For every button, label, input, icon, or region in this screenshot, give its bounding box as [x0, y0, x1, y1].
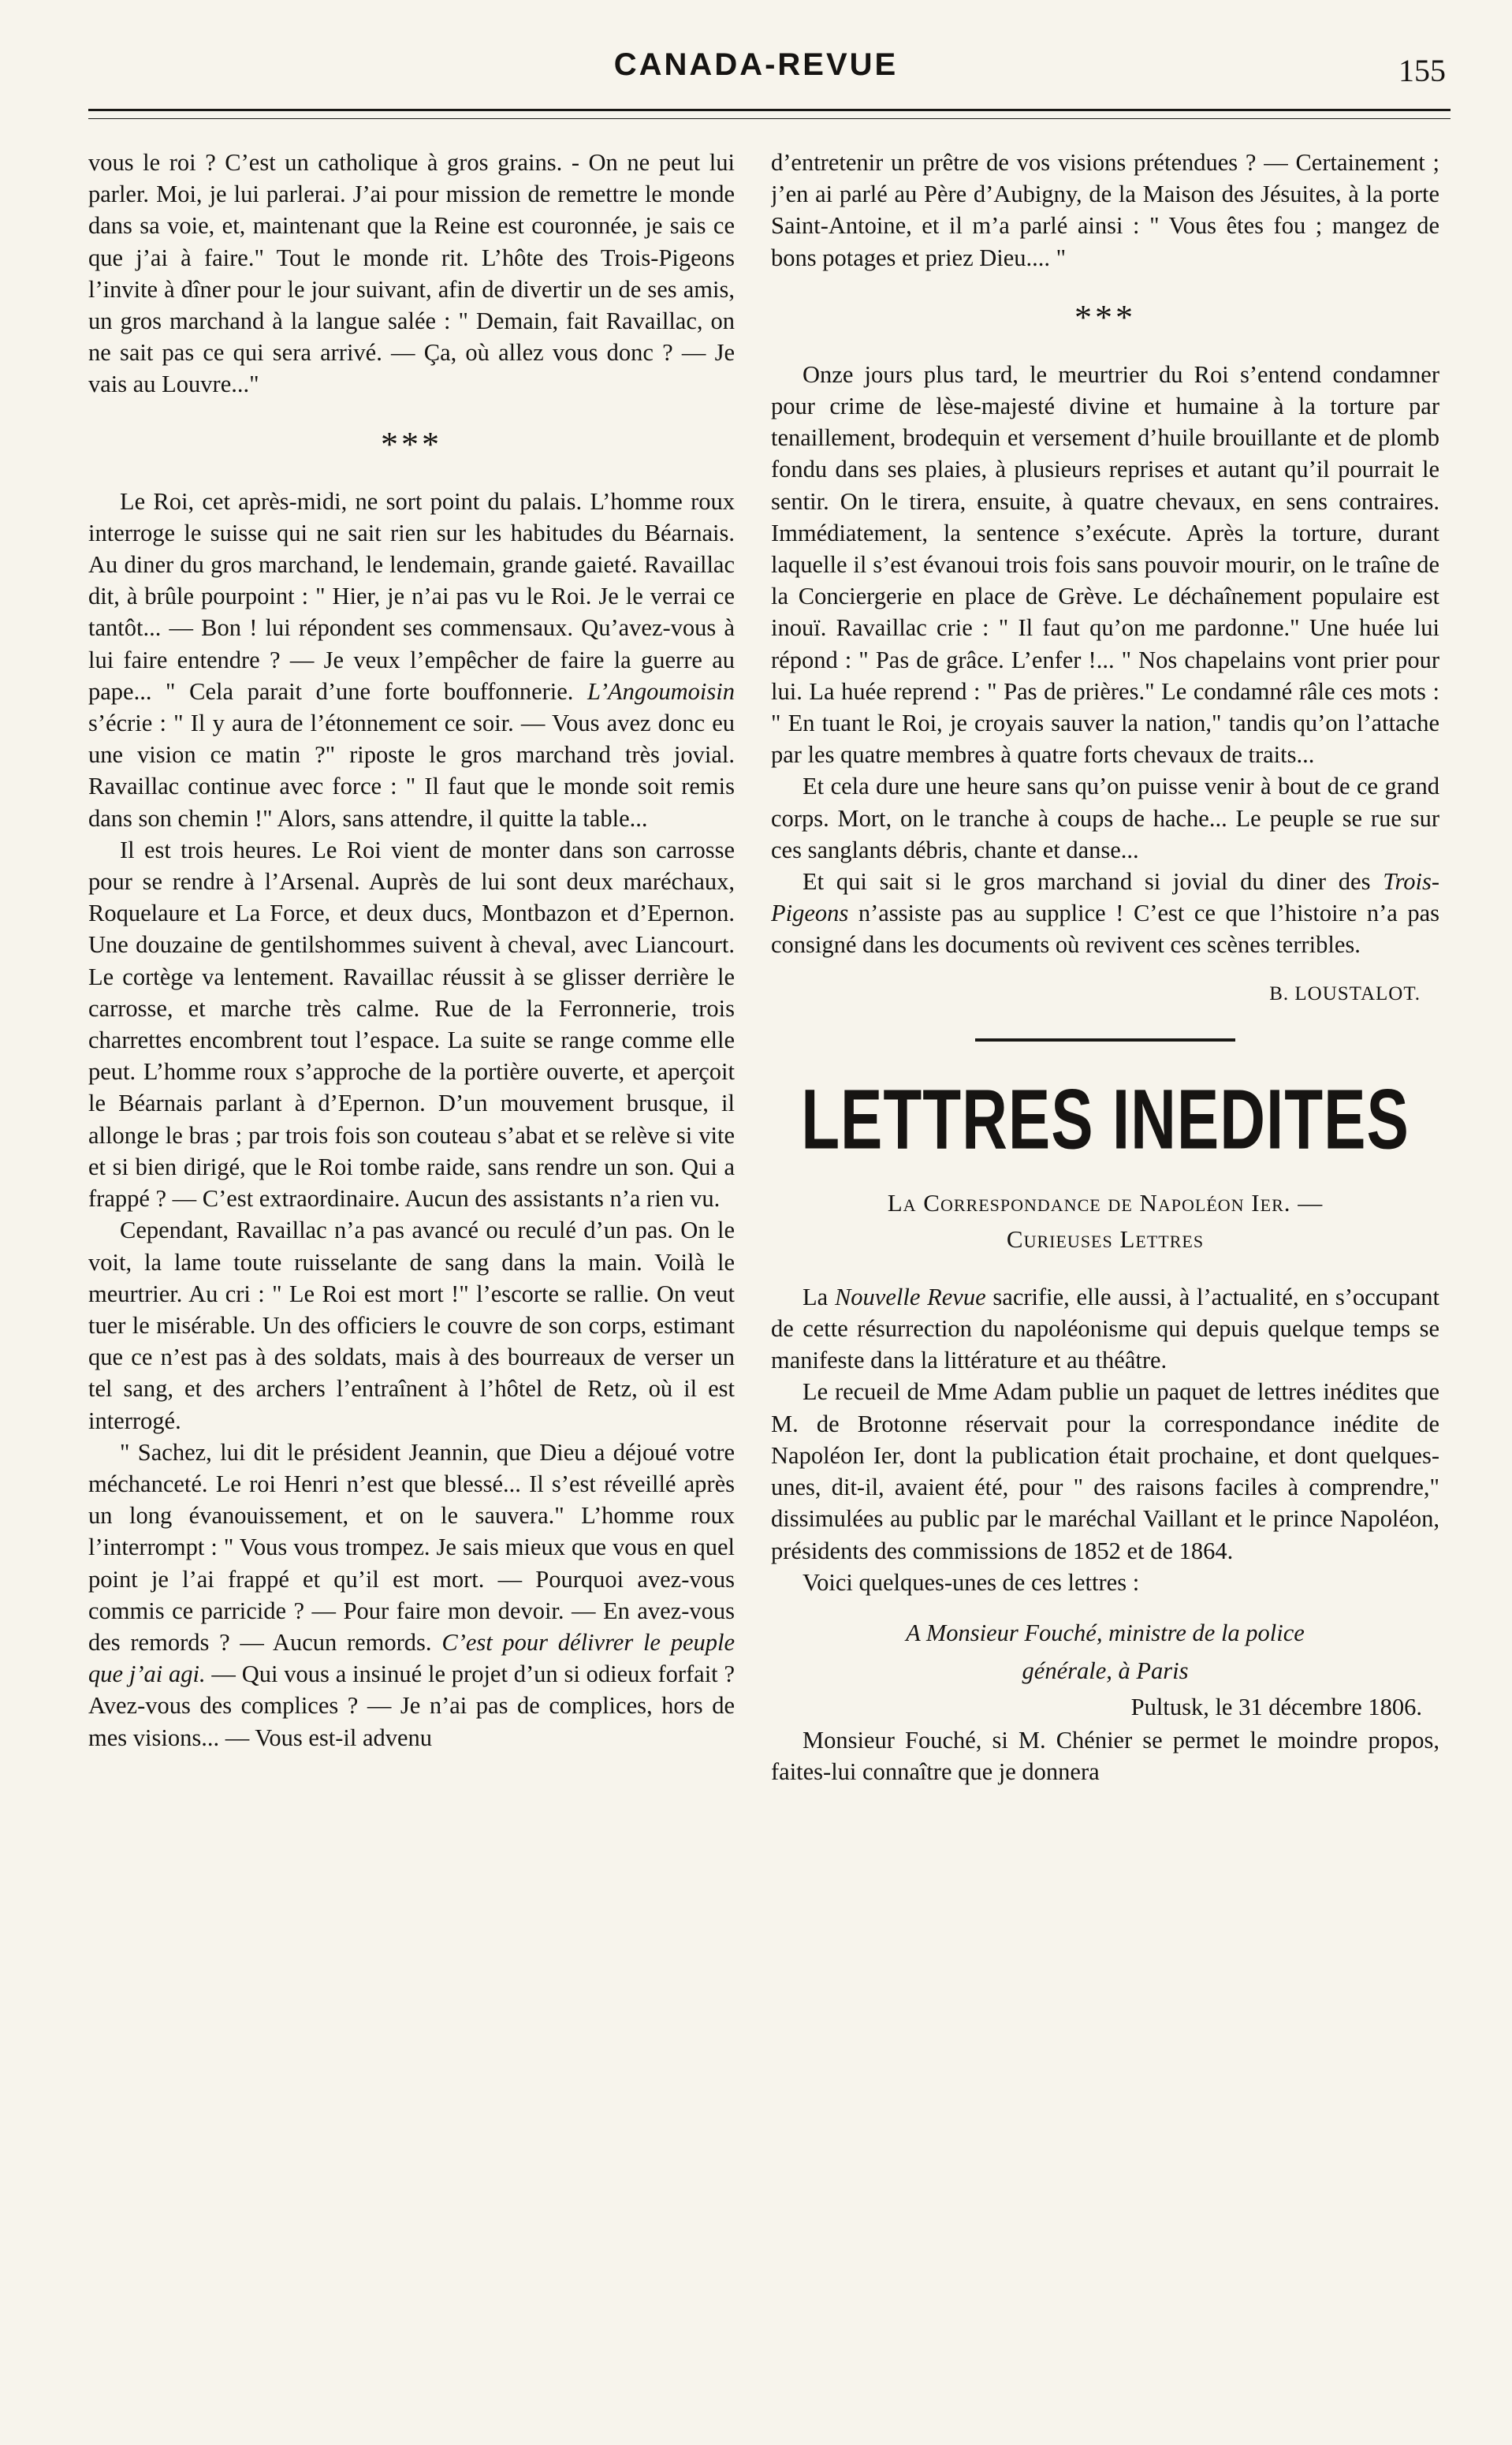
section-break-stars: *** [1074, 297, 1136, 337]
author-signature: B. LOUSTALOT. [1269, 982, 1421, 1004]
journal-title: CANADA-REVUE [613, 47, 899, 82]
text-run: " Sachez, lui dit le président Jeannin, que Dieu a déjoué votre méchanceté. Le roi Henri n’est que blessé... Il s’est réveillé après un long évanouissement, et on le sauvera." L’homme roux l’interrompt : " Vous vous trompez. Je sais mieux que vous en quel point je l’ai frappé et qu’il est mort. — Pourquoi avez-vous commis ce parricide ? — Pour faire mon devoir. — En avez-vous des remords ? — Aucun remords. [88, 1438, 735, 1656]
address-line: A Monsieur Fouché, ministre de la police [906, 1619, 1305, 1646]
right-paragraph-6: Le recueil de Mme Adam publie un paquet de lettres inédites que M. de Brotonne réservait pour la correspondance inédite de Napoléon Ier, dont la publication était prochaine, et dont quelques-unes, dit-il, avaient été, pour " des raisons faciles à comprendre," dissimulées au public par le maréchal Vaillant et le prince Napoléon, présidents des commissions de 1852 et de 1864. [771, 1378, 1439, 1564]
text-run: — Qui vous a insinué le projet d’un si odieux forfait ? Avez-vous des complices ? — Je n’ai pas de complices, hors de mes visions... — Vous est-il advenu [88, 1660, 735, 1751]
left-paragraph-3: Il est trois heures. Le Roi vient de monter dans son carrosse pour se rendre à l’Arsenal. Auprès de lui sont deux maréchaux, Roquelaure et La Force, et deux ducs, Montbazon et d’Epernon. Une douzaine de gentilshommes suivent à cheval, avec Liancourt. Le cortège va lentement. Ravaillac réussit à se glisser derrière le carrosse, et marche très calme. Rue de la Ferronnerie, trois charrettes encombrent tout l’espace. La suite se range comme elle peut. L’homme roux s’approche de la portière ouverte, et aperçoit le Béarnais parlant à d’Epernon. D’un mouvement brusque, il allonge le bras ; par trois fois son couteau s’abat et se relève si vite et si bien dirigé, que le Roi tombe raide, sans rendre un son. Qui a frappé ? — C’est extraordinaire. Aucun des assistants n’a rien vu. [88, 836, 735, 1213]
letter-date: Pultusk, le 31 décembre 1806. [1130, 1693, 1422, 1720]
section-divider [975, 1038, 1235, 1042]
right-paragraph-3: Et cela dure une heure sans qu’on puisse venir à bout de ce grand corps. Mort, on le tranche à coups de hache... Le peuple se rue sur ces sanglants débris, chante et danse... [771, 773, 1439, 863]
right-column [771, 147, 1439, 2402]
text-run: Et qui sait si le gros marchand si jovial du diner des [803, 868, 1371, 896]
text-run: n’assiste pas au supplice ! C’est ce que l’histoire n’a pas consigné dans les documents où revivent ces scènes terribles. [771, 900, 1439, 959]
left-column [88, 147, 735, 2402]
italic-text: C’est pour délivrer le peuple que j’ai agi. [88, 1628, 735, 1688]
left-paragraph-5 [88, 1437, 735, 1754]
header-rule [88, 109, 1451, 119]
text-run: sacrifie, elle aussi, à l’actualité, en s’occupant de cette résurrection du napoléonisme qui depuis quelque temps se manifeste dans la littérature et au théâtre. [771, 1283, 1439, 1374]
right-paragraph-7: Voici quelques-unes de ces lettres : [803, 1568, 1140, 1596]
section-break-stars: *** [381, 424, 442, 464]
left-paragraph-1: vous le roi ? C’est un catholique à gros grains. - On ne peut lui parler. Moi, je lui parlerai. J’ai pour mission de remettre le monde dans sa voie, et, maintenant que la Reine est couronnée, je sais ce que j’ai à faire." Tout le monde rit. L’hôte des Trois-Pigeons l’invite à dîner pour le jour suivant, afin de divertir un de ses amis, un gros marchand à la langue salée : " Demain, fait Ravaillac, on ne sait pas ce qui sera arrivé. — Ça, où allez vous donc ? — Je vais au Louvre..." [88, 149, 735, 398]
right-paragraph-5 [771, 1281, 1439, 1377]
letter-address [771, 1614, 1439, 1690]
left-paragraph-4: Cependant, Ravaillac n’a pas avancé ou reculé d’un pas. On le voit, la lame toute ruisselante de sang dans la main. Voilà le meurtrier. Au cri : " Le Roi est mort !" l’escorte se rallie. On veut tuer le misérable. Un des officiers le couvre de son corps, estimant que ce n’est pas à des soldats, mais à des bourreaux de verser un tel sang, et des archers l’entraînent à l’hôtel de Retz, où il est interrogé. [88, 1217, 735, 1434]
address-line: générale, à Paris [1022, 1657, 1189, 1684]
subtitle-line: Curieuses Lettres [1006, 1224, 1205, 1253]
italic-text: L’Angoumoisin [587, 677, 735, 705]
running-head [0, 41, 1512, 96]
italic-text: Trois-Pigeons [771, 868, 1439, 927]
section-title: LETTRES INEDITES [801, 1072, 1410, 1167]
text-run: La [803, 1283, 829, 1310]
italic-text: Nouvelle Revue [834, 1283, 986, 1310]
left-paragraph-2 [88, 486, 735, 834]
right-paragraph-8: Monsieur Fouché, si M. Chénier se permet le moindre propos, faites-lui connaître que je donnera [771, 1726, 1439, 1786]
right-paragraph-1: d’entretenir un prêtre de vos visions prétendues ? — Certainement ; j’en ai parlé au Père d’Aubigny, de la Maison des Jésuites, à la porte Saint-Antoine, et il m’a parlé ainsi : " Vous êtes fou ; mangez de bons potages et priez Dieu.... " [771, 149, 1439, 271]
right-paragraph-4 [771, 866, 1439, 961]
text-run: Le Roi, cet après-midi, ne sort point du palais. L’homme roux interroge le suisse qui ne sait rien sur les habitudes du Béarnais. Au diner du gros marchand, le lendemain, grande gaieté. Ravaillac dit, à brûle pourpoint : " Hier, je n’ai pas vu le Roi. Je le verrai ce tantôt... — Bon ! lui répondent ses commensaux. Qu’avez-vous à lui faire entendre ? — Je veux l’empêcher de faire la guerre au pape... " Cela parait d’une forte bouffonnerie. [88, 487, 735, 705]
page-number: 155 [1398, 53, 1446, 88]
right-paragraph-2: Onze jours plus tard, le meurtrier du Roi s’entend condamner pour crime de lèse-majesté divine et humaine à la torture par tenaillement, brodequin et versement d’huile brouillante et de plomb fondu dans ses plaies, à plusieurs reprises et autant qu’il pourrait le sentir. On le tirera, ensuite, à quatre chevaux, en sens contraires. Immédiatement, la sentence s’exécute. Après la torture, durant laquelle il s’est évanoui trois fois sans pouvoir mourir, on le traîne de la Conciergerie en place de Grève. Le déchaînement populaire est inouï. Ravaillac crie : " Il faut qu’on me pardonne." Une huée lui répond : " Pas de grâce. L’enfer !... " Nos chapelains vont prier pour lui. La huée reprend : " Pas de prières." Le condamné râle ces mots : " En tuant le Roi, je croyais sauver la nation," tandis qu’on l’attache par les quatre membres à quatre forts chevaux de traits... [771, 360, 1439, 769]
section-subtitle [771, 1185, 1439, 1258]
subtitle-line: La Correspondance de Napoléon Ier. — [887, 1188, 1324, 1217]
text-run: s’écrie : " Il y aura de l’étonnement ce soir. — Vous avez donc eu une vision ce matin ?" riposte le gros marchand très jovial. Ravaillac continue avec force : " Il faut que le monde soit remis dans son chemin !" Alors, sans attendre, il quitte la table... [88, 710, 735, 832]
